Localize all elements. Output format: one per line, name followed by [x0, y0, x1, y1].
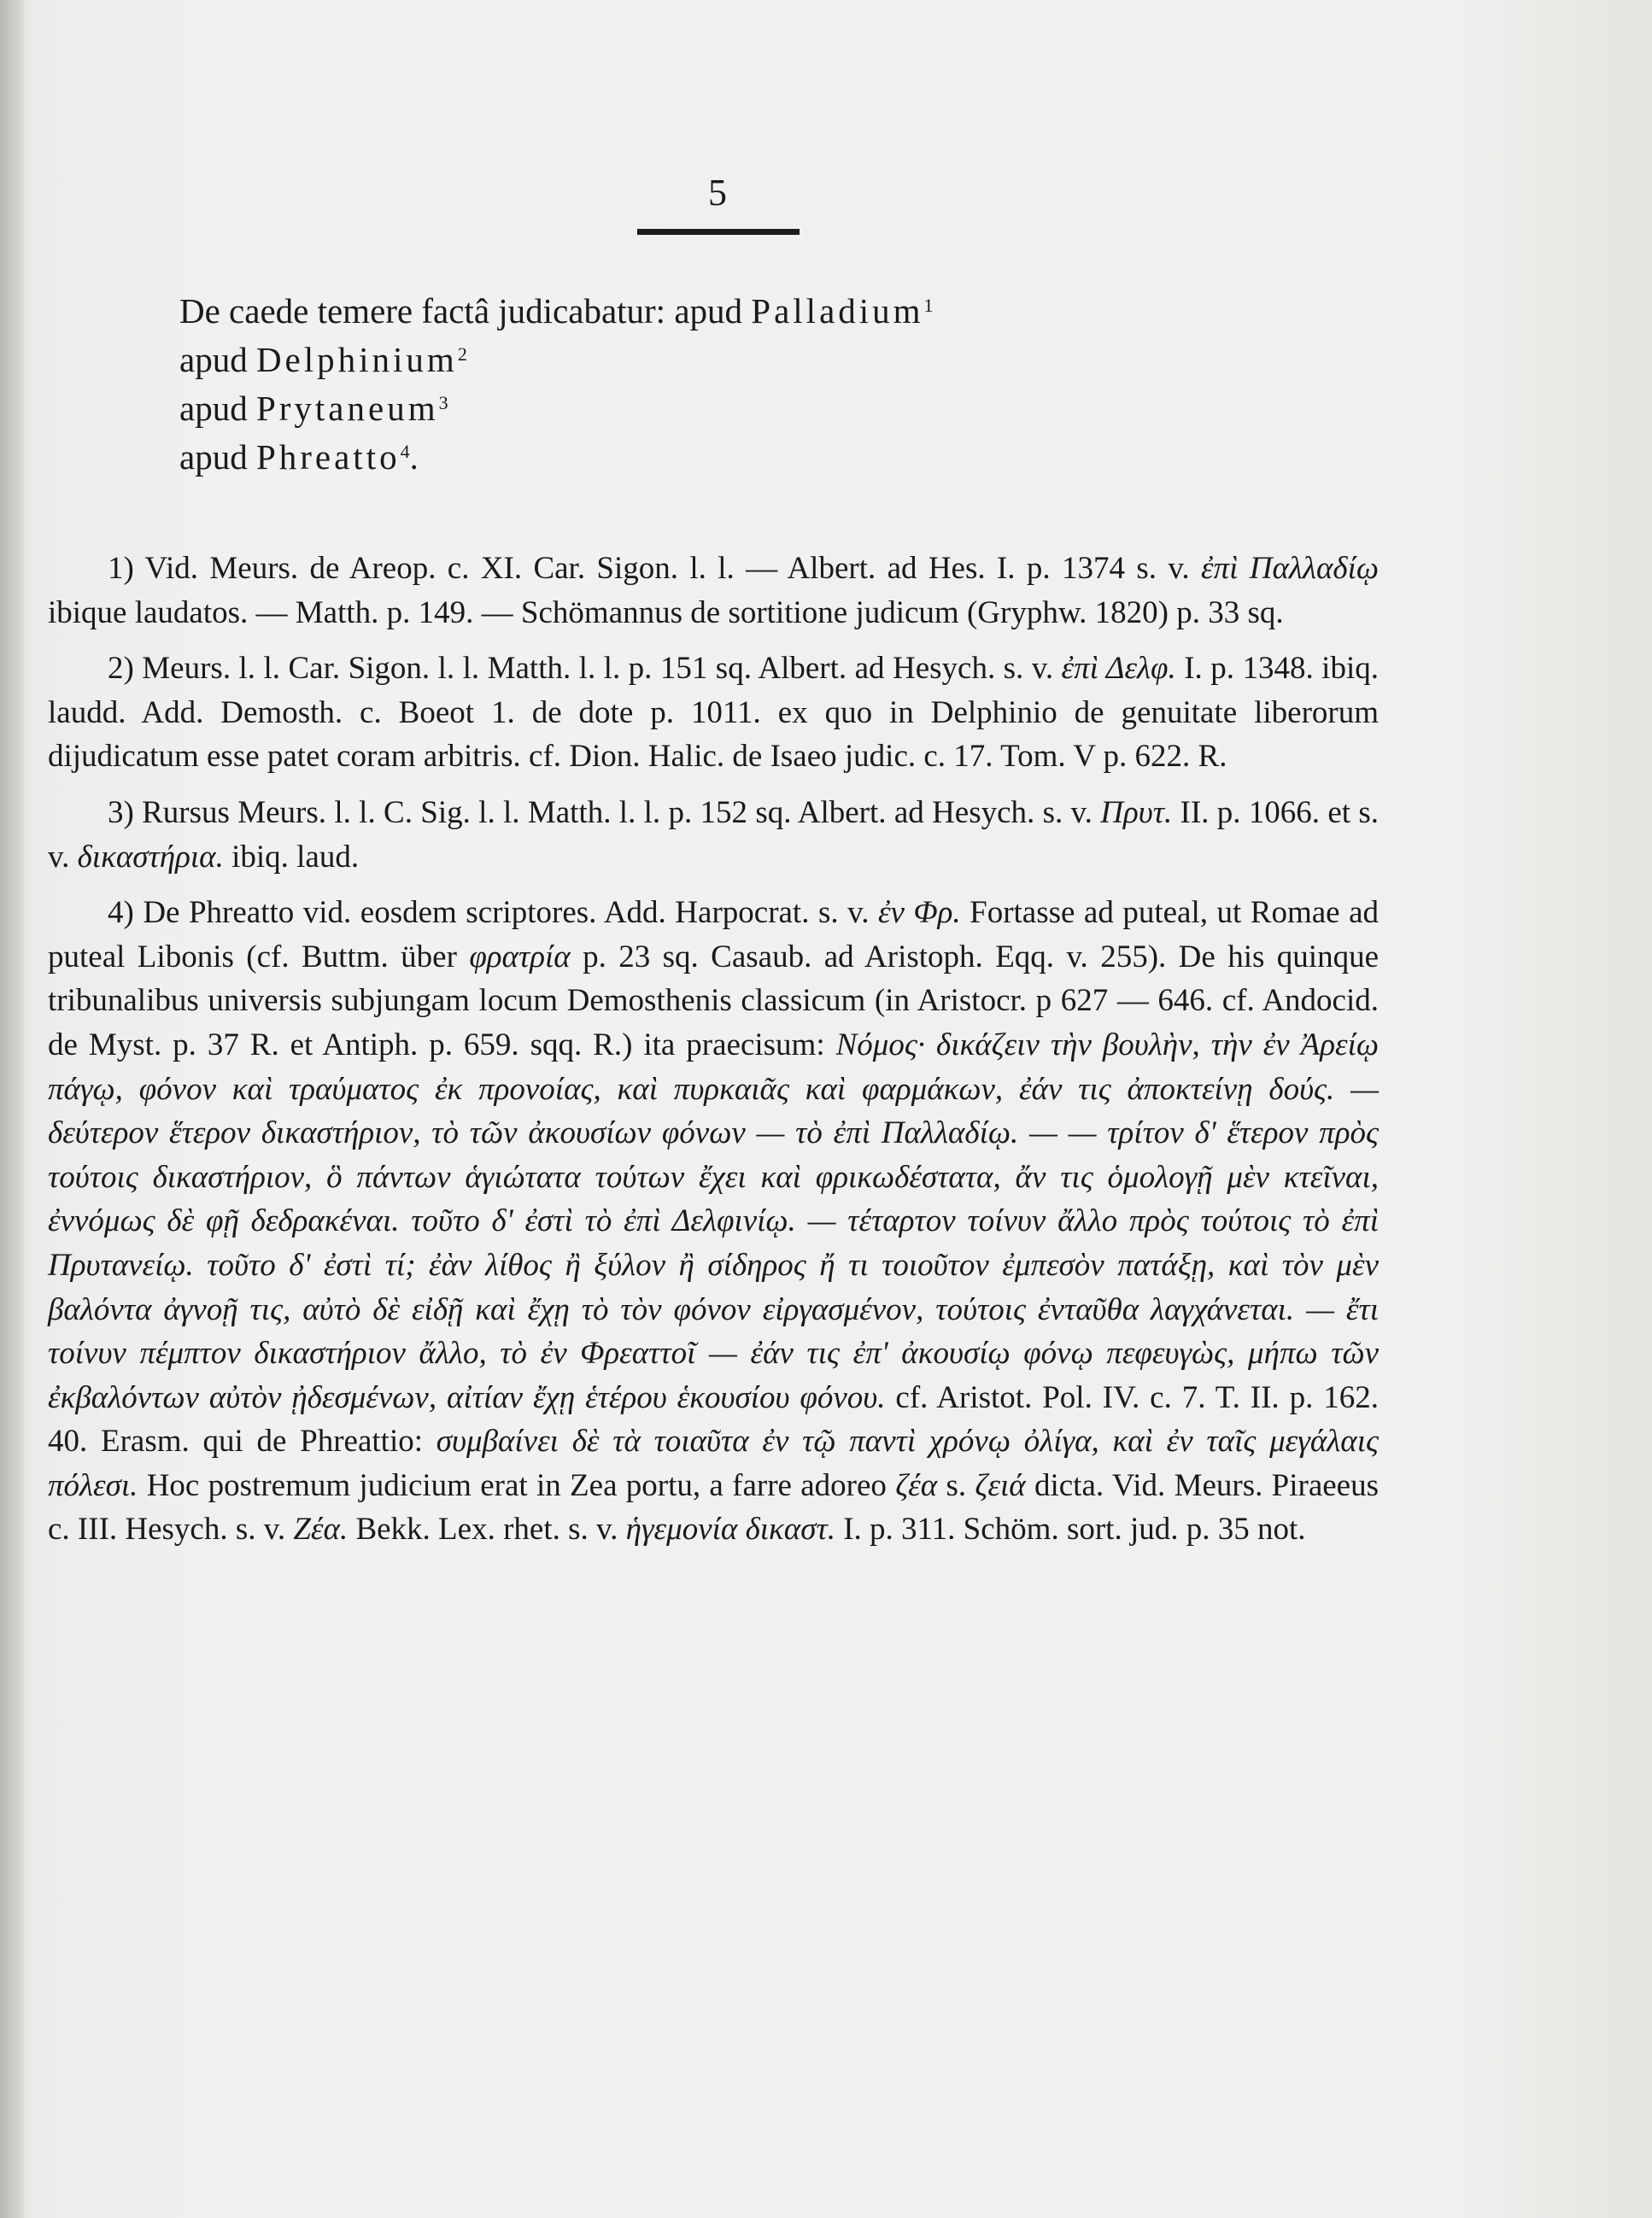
- footnote-2: [48, 647, 1379, 779]
- footnote-text: ibique laudatos. — Matth. p. 149. — Schömannus de sortitione judicum (Gryphw. 1820) p. 33 sq.: [48, 594, 1284, 630]
- footnote-text: I. p. 311. Schöm. sort. jud. p. 35 not.: [835, 1512, 1306, 1548]
- verse-suffix: .: [409, 437, 419, 477]
- footnote-text: Hoc postremum judicium erat in Zea portu, a farre adoreo: [138, 1467, 896, 1503]
- verse-prefix: apud: [179, 437, 256, 477]
- page-spine-shadow: [0, 0, 24, 2218]
- footnote-text: 3) Rursus Meurs. l. l. C. Sig. l. l. Matth. l. l. p. 152 sq. Albert. ad Hesych. s. v.: [108, 794, 1101, 830]
- greek-text: συμβαίνει δὲ τὰ τοιαῦτα ἐν τῷ παντὶ χρόνῳ ὀλίγα, καὶ ἐν ταῖς μεγάλαις πόλεσι.: [48, 1424, 1379, 1503]
- footnote-text: Bekk. Lex. rhet. s. v.: [348, 1512, 626, 1548]
- greek-text: ἐπὶ Παλλαδίῳ: [1201, 551, 1379, 586]
- footnote-text: ibiq. laud.: [223, 839, 360, 875]
- greek-text: ζειά: [975, 1467, 1026, 1503]
- footnote-ref: 2: [457, 343, 467, 365]
- footnote-text: 1) Vid. Meurs. de Areop. c. XI. Car. Sigon. l. l. — Albert. ad Hes. I. p. 1374 s. v.: [108, 551, 1202, 586]
- header-rule: [637, 229, 800, 235]
- verse-place: Prytaneum: [255, 389, 439, 428]
- footnote-3: [48, 791, 1379, 879]
- verse-line-3: [179, 385, 448, 431]
- verse-line-2: [179, 337, 467, 383]
- greek-text: ἐν Φρ.: [877, 895, 961, 931]
- footnote-4: [48, 891, 1379, 1552]
- footnote-1: [48, 547, 1379, 635]
- verse-line-1: [179, 288, 934, 334]
- greek-text: Πρυτ.: [1100, 794, 1173, 830]
- footnote-text: 4) De Phreatto vid. eosdem scriptores. Add. Harpocrat. s. v.: [108, 895, 878, 931]
- footnote-text: Fortasse ad puteal, ut Romae ad puteal Libonis (cf. Buttm. über: [48, 895, 1379, 974]
- greek-quotation: Νόμος· δικάζειν τὴν βουλὴν, τὴν ἐν Ἀρείῳ πάγῳ, φόνον καὶ τραύματος ἐκ προνοίας, καὶ πυρκαιᾶς καὶ φαρμάκων, ἐάν τις ἀποκτείνῃ δούς. — δεύτερον ἕτερον δικαστήριον, τὸ τῶν ἀκουσίων φόνων — τὸ ἐπὶ Παλλαδίῳ. — — τρίτον δ' ἕτερον πρὸς τούτοις δικαστήριον, ὃ πάντων ἁγιώτατα τούτων ἔχει καὶ φρικωδέστατα, ἄν τις ὁμολογῇ μὲν κτεῖναι, ἐννόμως δὲ φῇ δεδρακέναι. τοῦτο δ' ἐστὶ τὸ ἐπὶ Δελφινίῳ. — τέταρτον τοίνυν ἄλλο πρὸς τούτοις τὸ ἐπὶ Πρυτανείῳ. τοῦτο δ' ἐστὶ τί; ἐὰν λίθος ἢ ξύλον ἢ σίδηρος ἤ τι τοιοῦτον ἐμπεσὸν πατάξῃ, καὶ τὸν μὲν βαλόντα ἀγνοῇ τις, αὐτὸ δὲ εἰδῇ καὶ ἔχῃ τὸ τὸν φόνον εἰργασμένον, τούτοις ἐνταῦθα λαγχάνεται. — ἔτι τοίνυν πέμπτον δικαστήριον ἄλλο, τὸ ἐν Φρεαττοῖ — ἐάν τις ἐπ' ἀκουσίῳ φόνῳ πεφευγὼς, μήπω τῶν ἐκβαλόντων αὐτὸν ᾐδεσμένων, αἰτίαν ἔχῃ ἑτέρου ἑκουσίου φόνου.: [48, 1027, 1379, 1415]
- footnote-text: 2) Meurs. l. l. Car. Sigon. l. l. Matth. l. l. p. 151 sq. Albert. ad Hesych. s. v.: [108, 651, 1062, 687]
- greek-text: ζέα: [895, 1467, 938, 1503]
- footnotes: [48, 547, 1379, 1564]
- verse-prefix: apud: [179, 340, 256, 379]
- footnote-text: dicta. Vid. Meurs. Piraeeus c. III. Hesych. s. v.: [48, 1467, 1379, 1548]
- greek-text: Ζέα.: [293, 1512, 349, 1548]
- footnote-ref: 4: [400, 441, 410, 462]
- verse-place: Palladium: [751, 291, 924, 331]
- footnote-text: cf. Aristot. Pol. IV. c. 7. T. II. p. 162. 40. Erasm. qui de Phreattio:: [48, 1379, 1379, 1460]
- verse-place: Phreatto: [255, 437, 401, 477]
- verse-place: Delphinium: [255, 340, 458, 379]
- footnote-text: I. p. 1348. ibiq. laudd. Add. Demosth. c. Boeot 1. de dote p. 1011. ex quo in Delphinio de genuitate liberorum dijudicatum esse patet coram arbitris. cf. Dion. Halic. de Isaeo judic. c. 17. Tom. V p. 622. R.: [48, 651, 1379, 775]
- verse-line-4: [179, 434, 419, 480]
- footnote-text: II. p. 1066. et s. v.: [48, 794, 1379, 875]
- page-number: 5: [708, 172, 727, 214]
- footnote-ref: 3: [438, 392, 448, 413]
- footnote-text: s.: [937, 1467, 975, 1503]
- footnote-text: p. 23 sq. Casaub. ad Aristoph. Eqq. v. 255). De his quinque tribunalibus universis subjungam locum Demosthenis classicum (in Aristocr. p 627 — 646. cf. Andocid. de Myst. p. 37 R. et Antiph. p. 659. sqq. R.) ita praecisum:: [48, 939, 1379, 1062]
- greek-text: ἐπὶ Δελφ.: [1061, 651, 1176, 687]
- greek-text: ἡγεμονία δικαστ.: [625, 1512, 835, 1548]
- greek-text: φρατρία: [469, 939, 571, 974]
- footnote-ref: 1: [923, 295, 934, 316]
- greek-text: δικαστήρια.: [77, 839, 224, 875]
- verse-prefix: De caede temere factâ judicabatur: apud: [179, 291, 752, 331]
- verse-prefix: apud: [179, 389, 256, 428]
